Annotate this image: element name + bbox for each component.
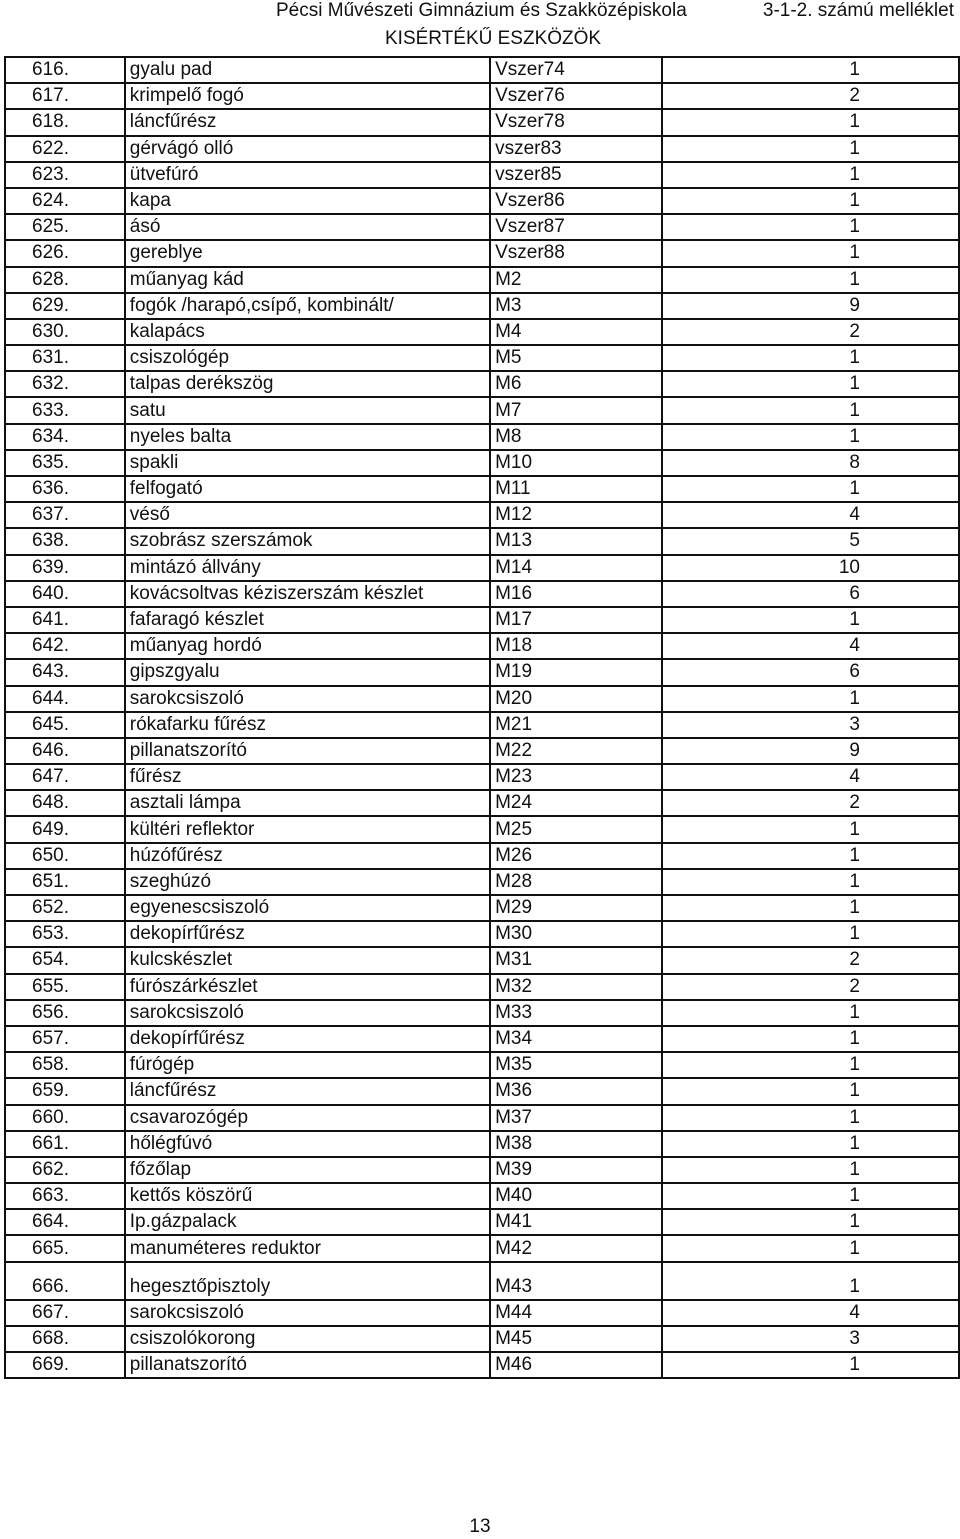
item-code: M19 [490, 659, 662, 685]
item-name: manuméteres reduktor [125, 1235, 490, 1261]
item-name: gereblye [125, 240, 490, 266]
item-code: M45 [490, 1326, 662, 1352]
item-name: sarokcsiszoló [125, 1000, 490, 1026]
row-number: 649. [5, 816, 125, 842]
item-code: M33 [490, 1000, 662, 1026]
table-row [5, 1209, 959, 1235]
item-quantity: 3 [662, 1326, 959, 1352]
row-number: 628. [5, 267, 125, 293]
item-name: pillanatszorító [125, 738, 490, 764]
row-number: 639. [5, 555, 125, 581]
item-code: M37 [490, 1105, 662, 1131]
item-name: fűrész [125, 764, 490, 790]
item-code: M13 [490, 528, 662, 554]
item-code: M25 [490, 816, 662, 842]
table-row [5, 267, 959, 293]
row-number: 646. [5, 738, 125, 764]
item-code: M31 [490, 947, 662, 973]
item-quantity: 1 [662, 424, 959, 450]
item-code: M14 [490, 555, 662, 581]
item-quantity: 4 [662, 764, 959, 790]
table-row [5, 816, 959, 842]
item-name: ütvefúró [125, 162, 490, 188]
item-quantity: 1 [662, 1235, 959, 1261]
table-row [5, 136, 959, 162]
item-code: vszer83 [490, 136, 662, 162]
item-quantity: 9 [662, 738, 959, 764]
item-quantity: 2 [662, 83, 959, 109]
table-row [5, 1105, 959, 1131]
table-row [5, 974, 959, 1000]
item-code: M21 [490, 712, 662, 738]
item-code: M7 [490, 397, 662, 423]
item-code: M28 [490, 869, 662, 895]
item-quantity: 4 [662, 1300, 959, 1326]
table-row [5, 188, 959, 214]
item-name: kültéri reflektor [125, 816, 490, 842]
item-code: M12 [490, 502, 662, 528]
item-quantity: 1 [662, 371, 959, 397]
item-code: M46 [490, 1352, 662, 1378]
item-name: spakli [125, 450, 490, 476]
item-name: krimpelő fogó [125, 83, 490, 109]
item-quantity: 2 [662, 319, 959, 345]
item-name: gérvágó olló [125, 136, 490, 162]
item-code: M5 [490, 345, 662, 371]
table-row [5, 895, 959, 921]
item-name: kettős köszörű [125, 1183, 490, 1209]
item-name: rókafarku fűrész [125, 712, 490, 738]
row-number: 638. [5, 528, 125, 554]
row-number: 637. [5, 502, 125, 528]
item-name: kovácsoltvas kéziszerszám készlet [125, 581, 490, 607]
row-number: 616. [5, 57, 125, 83]
page-number: 13 [469, 1516, 491, 1537]
item-name: főzőlap [125, 1157, 490, 1183]
table-row [5, 502, 959, 528]
item-quantity: 1 [662, 1157, 959, 1183]
row-number: 664. [5, 1209, 125, 1235]
row-number: 644. [5, 686, 125, 712]
item-quantity: 1 [662, 109, 959, 135]
item-name: fafaragó készlet [125, 607, 490, 633]
row-number: 660. [5, 1105, 125, 1131]
row-number: 655. [5, 974, 125, 1000]
item-name: csiszológép [125, 345, 490, 371]
row-number: 647. [5, 764, 125, 790]
item-code: M34 [490, 1026, 662, 1052]
item-quantity: 1 [662, 1183, 959, 1209]
item-code: M38 [490, 1131, 662, 1157]
table-row [5, 947, 959, 973]
row-number: 623. [5, 162, 125, 188]
item-code: Vszer76 [490, 83, 662, 109]
row-number: 652. [5, 895, 125, 921]
item-name: láncfűrész [125, 109, 490, 135]
item-quantity: 1 [662, 1262, 959, 1300]
item-quantity: 1 [662, 1352, 959, 1378]
item-name: ásó [125, 214, 490, 240]
row-number: 640. [5, 581, 125, 607]
item-code: M22 [490, 738, 662, 764]
item-code: vszer85 [490, 162, 662, 188]
item-code: M41 [490, 1209, 662, 1235]
item-code: M44 [490, 1300, 662, 1326]
table-row [5, 659, 959, 685]
item-quantity: 1 [662, 1000, 959, 1026]
item-name: asztali lámpa [125, 790, 490, 816]
item-quantity: 1 [662, 240, 959, 266]
table-row [5, 240, 959, 266]
item-quantity: 1 [662, 686, 959, 712]
item-quantity: 1 [662, 895, 959, 921]
annex-label: 3-1-2. számú melléklet [762, 0, 954, 21]
item-name: hőlégfúvó [125, 1131, 490, 1157]
table-row [5, 1026, 959, 1052]
item-name: Ip.gázpalack [125, 1209, 490, 1235]
row-number: 634. [5, 424, 125, 450]
item-quantity: 4 [662, 502, 959, 528]
item-code: M2 [490, 267, 662, 293]
table-row [5, 476, 959, 502]
row-number: 645. [5, 712, 125, 738]
item-quantity: 1 [662, 214, 959, 240]
item-code: M18 [490, 633, 662, 659]
item-quantity: 1 [662, 1052, 959, 1078]
item-name: egyenescsiszoló [125, 895, 490, 921]
item-name: mintázó állvány [125, 555, 490, 581]
item-code: M16 [490, 581, 662, 607]
item-code: M29 [490, 895, 662, 921]
item-name: gyalu pad [125, 57, 490, 83]
item-name: gipszgyalu [125, 659, 490, 685]
row-number: 642. [5, 633, 125, 659]
row-number: 618. [5, 109, 125, 135]
row-number: 658. [5, 1052, 125, 1078]
item-code: Vszer88 [490, 240, 662, 266]
row-number: 630. [5, 319, 125, 345]
item-name: dekopírfűrész [125, 921, 490, 947]
table-row [5, 843, 959, 869]
table-row [5, 1300, 959, 1326]
item-code: M40 [490, 1183, 662, 1209]
item-quantity: 1 [662, 57, 959, 83]
table-row [5, 686, 959, 712]
row-number: 631. [5, 345, 125, 371]
table-row [5, 1326, 959, 1352]
item-quantity: 1 [662, 607, 959, 633]
item-code: Vszer86 [490, 188, 662, 214]
item-name: fogók /harapó,csípő, kombinált/ [125, 293, 490, 319]
table-row [5, 607, 959, 633]
item-quantity: 2 [662, 947, 959, 973]
item-code: M4 [490, 319, 662, 345]
item-code: M11 [490, 476, 662, 502]
school-name: Pécsi Művészeti Gimnázium és Szakközépiskola [276, 0, 687, 21]
item-quantity: 6 [662, 581, 959, 607]
item-quantity: 1 [662, 188, 959, 214]
table-row [5, 450, 959, 476]
item-code: M26 [490, 843, 662, 869]
row-number: 657. [5, 1026, 125, 1052]
item-code: M32 [490, 974, 662, 1000]
row-number: 654. [5, 947, 125, 973]
item-code: M23 [490, 764, 662, 790]
item-quantity: 1 [662, 162, 959, 188]
row-number: 624. [5, 188, 125, 214]
item-name: fúrószárkészlet [125, 974, 490, 1000]
table-row [5, 1078, 959, 1104]
item-quantity: 2 [662, 790, 959, 816]
table-row [5, 345, 959, 371]
row-number: 625. [5, 214, 125, 240]
item-name: hegesztőpisztoly [125, 1262, 490, 1300]
item-code: Vszer78 [490, 109, 662, 135]
item-quantity: 9 [662, 293, 959, 319]
row-number: 667. [5, 1300, 125, 1326]
item-name: fúrógép [125, 1052, 490, 1078]
row-number: 636. [5, 476, 125, 502]
table-row [5, 1183, 959, 1209]
row-number: 641. [5, 607, 125, 633]
row-number: 669. [5, 1352, 125, 1378]
row-number: 650. [5, 843, 125, 869]
table-row [5, 712, 959, 738]
table-row [5, 1131, 959, 1157]
table-row [5, 162, 959, 188]
item-code: M36 [490, 1078, 662, 1104]
row-number: 656. [5, 1000, 125, 1026]
table-row [5, 581, 959, 607]
item-quantity: 1 [662, 816, 959, 842]
row-number: 626. [5, 240, 125, 266]
table-row [5, 1352, 959, 1378]
table-row [5, 397, 959, 423]
item-quantity: 6 [662, 659, 959, 685]
item-quantity: 1 [662, 921, 959, 947]
item-quantity: 1 [662, 1078, 959, 1104]
item-quantity: 1 [662, 843, 959, 869]
row-number: 648. [5, 790, 125, 816]
row-number: 651. [5, 869, 125, 895]
item-name: csavarozógép [125, 1105, 490, 1131]
item-quantity: 1 [662, 136, 959, 162]
item-quantity: 4 [662, 633, 959, 659]
item-name: szobrász szerszámok [125, 528, 490, 554]
item-code: M43 [490, 1262, 662, 1300]
table-row [5, 869, 959, 895]
table-row [5, 109, 959, 135]
item-quantity: 1 [662, 1026, 959, 1052]
document-subtitle: KISÉRTÉKŰ ESZKÖZÖK [385, 28, 602, 49]
table-row [5, 371, 959, 397]
table-row [5, 1000, 959, 1026]
item-name: kulcskészlet [125, 947, 490, 973]
item-name: műanyag hordó [125, 633, 490, 659]
item-name: sarokcsiszoló [125, 686, 490, 712]
row-number: 653. [5, 921, 125, 947]
item-name: húzófűrész [125, 843, 490, 869]
row-number: 643. [5, 659, 125, 685]
row-number: 665. [5, 1235, 125, 1261]
item-name: nyeles balta [125, 424, 490, 450]
table-row [5, 921, 959, 947]
table-row [5, 424, 959, 450]
row-number: 632. [5, 371, 125, 397]
item-quantity: 1 [662, 267, 959, 293]
table-row [5, 1052, 959, 1078]
item-code: M17 [490, 607, 662, 633]
row-number: 633. [5, 397, 125, 423]
row-number: 663. [5, 1183, 125, 1209]
table-row [5, 764, 959, 790]
row-number: 668. [5, 1326, 125, 1352]
item-quantity: 1 [662, 476, 959, 502]
item-code: Vszer74 [490, 57, 662, 83]
item-name: talpas derékszög [125, 371, 490, 397]
item-quantity: 1 [662, 1105, 959, 1131]
table-row [5, 1262, 959, 1300]
item-name: szeghúzó [125, 869, 490, 895]
item-code: M3 [490, 293, 662, 319]
item-name: véső [125, 502, 490, 528]
row-number: 635. [5, 450, 125, 476]
item-quantity: 10 [662, 555, 959, 581]
item-code: M39 [490, 1157, 662, 1183]
item-code: M6 [490, 371, 662, 397]
item-quantity: 1 [662, 397, 959, 423]
inventory-table-body [5, 57, 959, 1378]
row-number: 661. [5, 1131, 125, 1157]
table-row [5, 738, 959, 764]
item-quantity: 8 [662, 450, 959, 476]
item-code: Vszer87 [490, 214, 662, 240]
item-name: felfogató [125, 476, 490, 502]
item-name: csiszolókorong [125, 1326, 490, 1352]
row-number: 629. [5, 293, 125, 319]
table-row [5, 555, 959, 581]
item-code: M30 [490, 921, 662, 947]
item-name: sarokcsiszoló [125, 1300, 490, 1326]
table-row [5, 319, 959, 345]
item-code: M35 [490, 1052, 662, 1078]
table-row [5, 528, 959, 554]
table-row [5, 83, 959, 109]
item-name: pillanatszorító [125, 1352, 490, 1378]
item-name: dekopírfűrész [125, 1026, 490, 1052]
item-quantity: 1 [662, 1131, 959, 1157]
row-number: 666. [5, 1262, 125, 1300]
item-name: műanyag kád [125, 267, 490, 293]
inventory-table [4, 56, 960, 1379]
item-quantity: 1 [662, 1209, 959, 1235]
row-number: 662. [5, 1157, 125, 1183]
item-quantity: 1 [662, 869, 959, 895]
item-code: M24 [490, 790, 662, 816]
table-row [5, 1235, 959, 1261]
item-quantity: 2 [662, 974, 959, 1000]
row-number: 659. [5, 1078, 125, 1104]
item-name: láncfűrész [125, 1078, 490, 1104]
table-row [5, 1157, 959, 1183]
row-number: 622. [5, 136, 125, 162]
item-quantity: 1 [662, 345, 959, 371]
table-row [5, 293, 959, 319]
table-row [5, 633, 959, 659]
item-code: M42 [490, 1235, 662, 1261]
item-code: M20 [490, 686, 662, 712]
item-name: kalapács [125, 319, 490, 345]
item-quantity: 5 [662, 528, 959, 554]
table-row [5, 214, 959, 240]
item-quantity: 3 [662, 712, 959, 738]
item-name: satu [125, 397, 490, 423]
item-name: kapa [125, 188, 490, 214]
item-code: M8 [490, 424, 662, 450]
table-row [5, 790, 959, 816]
row-number: 617. [5, 83, 125, 109]
table-row [5, 57, 959, 83]
item-code: M10 [490, 450, 662, 476]
